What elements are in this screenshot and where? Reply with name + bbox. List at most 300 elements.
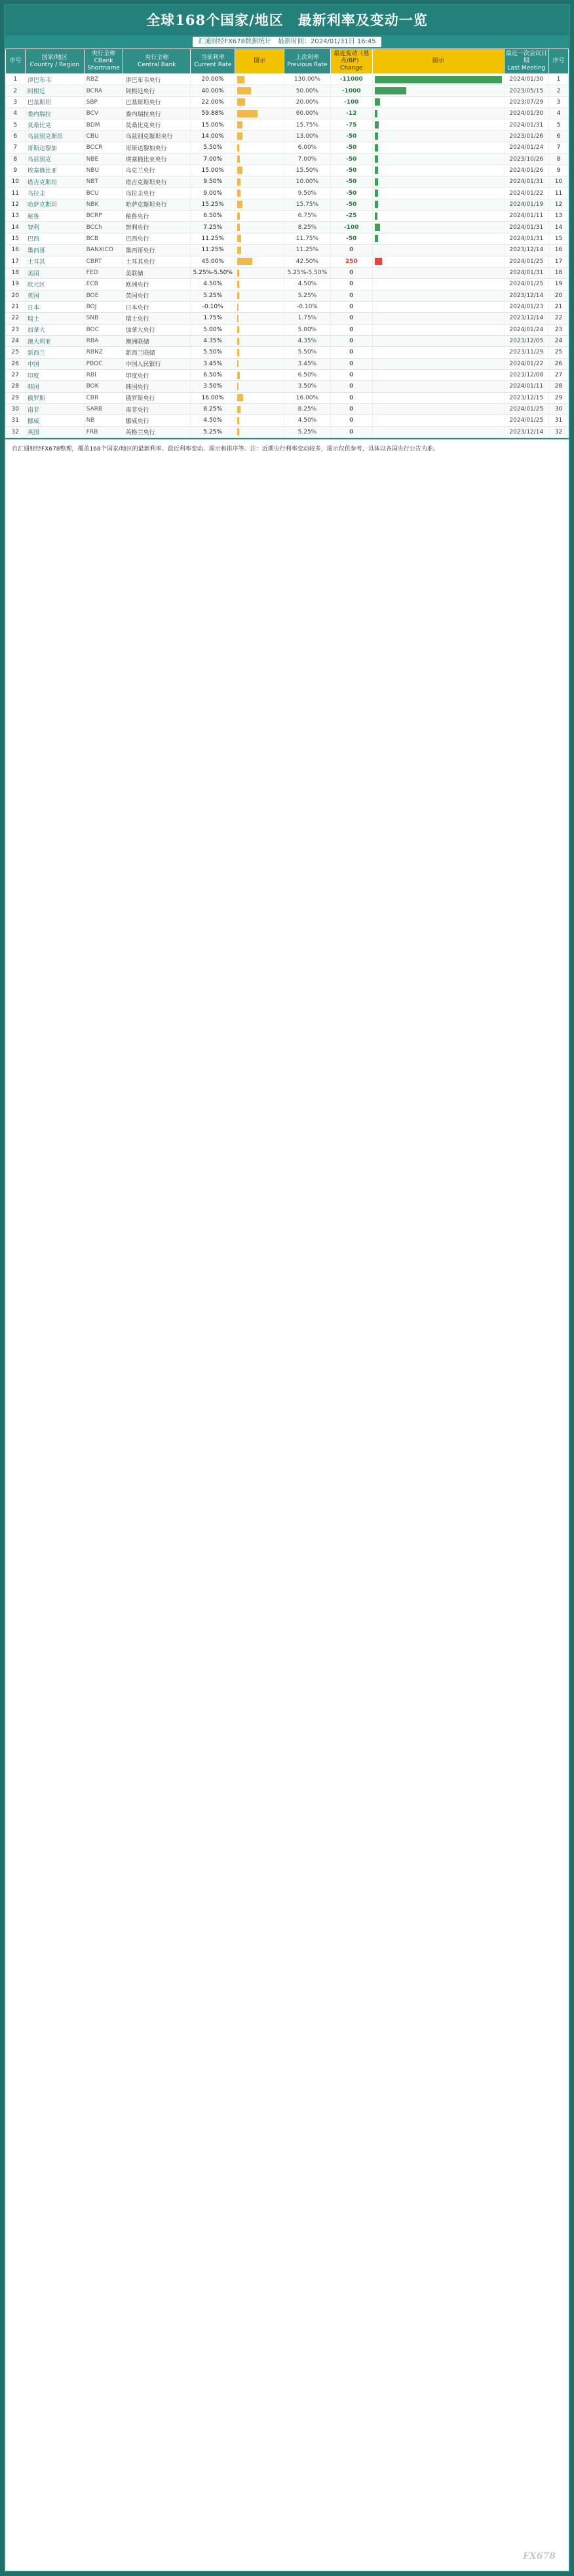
rate-bar-fill: [237, 178, 240, 186]
row-country: 哈萨克斯坦: [25, 199, 84, 210]
row-change-bar: [372, 313, 504, 324]
row-change-bar: [372, 267, 504, 278]
page-title: 全球168个国家/地区 最新利率及变动一览: [5, 5, 569, 35]
rate-bar-fill: [237, 406, 240, 413]
row-prev: 11.75%: [284, 233, 331, 244]
row-date: 2024/01/31: [504, 119, 548, 131]
table-row: [6, 324, 569, 335]
row-code: BCCR: [84, 142, 123, 153]
row-bank: 新西兰联储: [123, 347, 191, 358]
row-prev: 1.75%: [284, 313, 331, 324]
page-frame: [4, 4, 570, 2572]
row-rate-bar: [235, 188, 284, 199]
row-rate-bar: [235, 165, 284, 176]
header-row: [6, 49, 569, 74]
rate-bar-fill: [237, 360, 239, 367]
row-date: 2024/01/31: [504, 176, 548, 188]
table-row: [6, 165, 569, 176]
row-rate: 5.50%: [191, 142, 235, 153]
row-rate: 4.35%: [191, 335, 235, 346]
change-bar-fill: [375, 121, 379, 129]
col-rate: 当前利率 Current Rate: [191, 49, 235, 74]
row-num-right: 25: [549, 347, 569, 358]
row-change: -50: [330, 199, 372, 210]
row-date: 2023/07/29: [504, 96, 548, 108]
row-num: 5: [6, 119, 26, 131]
row-code: RBZ: [84, 74, 123, 85]
row-rate-bar: [235, 233, 284, 244]
row-rate-bar: [235, 279, 284, 290]
rate-bar-fill: [237, 258, 252, 265]
row-rate: 6.50%: [191, 369, 235, 380]
change-bar-fill: [375, 98, 380, 106]
row-code: BCU: [84, 188, 123, 199]
row-prev: 4.50%: [284, 415, 331, 426]
row-country: 巴西: [25, 233, 84, 244]
row-num-right: 28: [549, 381, 569, 392]
table-row: [6, 108, 569, 119]
table-row: [6, 347, 569, 358]
row-code: SBP: [84, 96, 123, 108]
rate-bar-fill: [237, 428, 239, 435]
row-num-right: 11: [549, 188, 569, 199]
row-num: 32: [6, 426, 26, 437]
row-rate: 11.25%: [191, 245, 235, 256]
row-rate-bar: [235, 74, 284, 85]
row-rate-bar: [235, 222, 284, 233]
rate-bar-fill: [237, 201, 242, 208]
table-row: [6, 85, 569, 96]
row-change-bar: [372, 211, 504, 222]
row-num: 17: [6, 256, 26, 267]
row-code: BCB: [84, 233, 123, 244]
row-num: 18: [6, 267, 26, 278]
row-date: 2024/01/30: [504, 108, 548, 119]
col-num2: 序号: [549, 49, 569, 74]
table-row: [6, 245, 569, 256]
row-date: 2024/01/23: [504, 301, 548, 312]
row-change: -50: [330, 153, 372, 165]
row-bank: 南非央行: [123, 403, 191, 414]
row-country: 俄罗斯: [25, 392, 84, 403]
table-row: [6, 358, 569, 369]
row-country: 哥斯达黎加: [25, 142, 84, 153]
table-row: [6, 131, 569, 142]
row-change-bar: [372, 74, 504, 85]
row-num-right: 8: [549, 153, 569, 165]
table-row: [6, 426, 569, 437]
row-code: NBU: [84, 165, 123, 176]
row-rate: 15.25%: [191, 199, 235, 210]
row-prev: 11.25%: [284, 245, 331, 256]
row-num: 29: [6, 392, 26, 403]
row-date: 2024/01/22: [504, 358, 548, 369]
row-date: 2023/10/26: [504, 153, 548, 165]
row-code: BOK: [84, 381, 123, 392]
row-date: 2024/01/31: [504, 233, 548, 244]
row-num: 23: [6, 324, 26, 335]
row-code: BOE: [84, 290, 123, 301]
row-change-bar: [372, 358, 504, 369]
table-row: [6, 256, 569, 267]
row-bank: 巴基斯坦央行: [123, 96, 191, 108]
row-num: 2: [6, 85, 26, 96]
row-num: 16: [6, 245, 26, 256]
row-rate: 1.75%: [191, 313, 235, 324]
row-prev: 6.00%: [284, 142, 331, 153]
row-bank: 澳洲联储: [123, 335, 191, 346]
row-country: 墨西哥: [25, 245, 84, 256]
row-num-right: 10: [549, 176, 569, 188]
rate-bar-fill: [237, 281, 239, 288]
row-rate-bar: [235, 313, 284, 324]
col-bank: 央行全称 Central Bank: [123, 49, 191, 74]
row-num-right: 14: [549, 222, 569, 233]
row-rate: 22.00%: [191, 96, 235, 108]
col-rate-bar: 图示: [235, 49, 284, 74]
row-num: 10: [6, 176, 26, 188]
row-rate-bar: [235, 153, 284, 165]
row-prev: 42.50%: [284, 256, 331, 267]
row-country: 阿根廷: [25, 85, 84, 96]
rate-bar-fill: [237, 167, 242, 174]
row-num-right: 30: [549, 403, 569, 414]
row-change: 0: [330, 369, 372, 380]
row-bank: 加拿大央行: [123, 324, 191, 335]
row-num-right: 4: [549, 108, 569, 119]
row-country: 埃塞俄比亚: [25, 165, 84, 176]
row-country: 英国: [25, 426, 84, 437]
row-rate-bar: [235, 290, 284, 301]
row-date: 2023/12/14: [504, 313, 548, 324]
row-country: 莫桑比克: [25, 119, 84, 131]
row-bank: 墨西哥央行: [123, 245, 191, 256]
row-date: 2023/12/14: [504, 426, 548, 437]
change-bar-fill: [375, 144, 378, 151]
rate-bar-fill: [237, 87, 250, 94]
row-rate-bar: [235, 381, 284, 392]
row-rate: 11.25%: [191, 233, 235, 244]
row-bank: 挪威央行: [123, 415, 191, 426]
col-date: 最近一次会议日期 Last Meeting: [504, 49, 548, 74]
row-prev: 15.75%: [284, 199, 331, 210]
row-rate: 40.00%: [191, 85, 235, 96]
row-rate-bar: [235, 245, 284, 256]
row-rate-bar: [235, 199, 284, 210]
rate-bar-fill: [237, 315, 238, 322]
row-rate: 20.00%: [191, 74, 235, 85]
row-bank: 乌兹别克斯坦央行: [123, 131, 191, 142]
row-bank: 莫桑比克央行: [123, 119, 191, 131]
row-code: PBOC: [84, 358, 123, 369]
row-bank: 土耳其央行: [123, 256, 191, 267]
row-change-bar: [372, 85, 504, 96]
row-prev: 8.25%: [284, 403, 331, 414]
row-num-right: 22: [549, 313, 569, 324]
row-num: 9: [6, 165, 26, 176]
rate-bar-fill: [237, 132, 242, 140]
row-rate: -0.10%: [191, 301, 235, 312]
row-num: 14: [6, 222, 26, 233]
row-change-bar: [372, 108, 504, 119]
row-change: 0: [330, 245, 372, 256]
row-date: 2024/01/25: [504, 279, 548, 290]
row-change: -11000: [330, 74, 372, 85]
row-code: NBT: [84, 176, 123, 188]
row-rate-bar: [235, 392, 284, 403]
row-num-right: 1: [549, 74, 569, 85]
table-row: [6, 369, 569, 380]
row-num-right: 16: [549, 245, 569, 256]
col-chg: 最近变动（基点/BP） Change: [330, 49, 372, 74]
table-row: [6, 381, 569, 392]
row-num: 15: [6, 233, 26, 244]
row-prev: 7.00%: [284, 153, 331, 165]
row-prev: 6.50%: [284, 369, 331, 380]
row-num: 22: [6, 313, 26, 324]
row-change-bar: [372, 256, 504, 267]
row-rate-bar: [235, 176, 284, 188]
row-code: CBRT: [84, 256, 123, 267]
row-code: NB: [84, 415, 123, 426]
rate-bar-fill: [237, 76, 244, 83]
row-rate-bar: [235, 256, 284, 267]
row-code: BCRA: [84, 85, 123, 96]
row-rate: 3.50%: [191, 381, 235, 392]
row-num: 28: [6, 381, 26, 392]
row-date: 2023/12/05: [504, 335, 548, 346]
table-row: [6, 313, 569, 324]
row-change: 0: [330, 426, 372, 437]
row-prev: 3.50%: [284, 381, 331, 392]
row-num: 20: [6, 290, 26, 301]
row-country: 中国: [25, 358, 84, 369]
row-prev: -0.10%: [284, 301, 331, 312]
row-rate-bar: [235, 267, 284, 278]
row-prev: 8.25%: [284, 222, 331, 233]
row-change-bar: [372, 290, 504, 301]
change-bar-fill: [375, 178, 378, 186]
row-country: 欧元区: [25, 279, 84, 290]
row-code: RBNZ: [84, 347, 123, 358]
row-bank: 印度央行: [123, 369, 191, 380]
row-rate-bar: [235, 142, 284, 153]
row-date: 2024/01/25: [504, 415, 548, 426]
row-change: -50: [330, 131, 372, 142]
table-row: [6, 415, 569, 426]
row-change: 0: [330, 358, 372, 369]
row-date: 2024/01/31: [504, 222, 548, 233]
row-change: -50: [330, 165, 372, 176]
row-bank: 欧洲央行: [123, 279, 191, 290]
row-num-right: 6: [549, 131, 569, 142]
row-rate-bar: [235, 85, 284, 96]
row-prev: 5.50%: [284, 347, 331, 358]
row-change: 0: [330, 403, 372, 414]
row-bank: 乌克兰央行: [123, 165, 191, 176]
row-prev: 4.50%: [284, 279, 331, 290]
row-code: BCV: [84, 108, 123, 119]
col-num: 序号: [6, 49, 26, 74]
row-change-bar: [372, 403, 504, 414]
row-change: 0: [330, 313, 372, 324]
row-rate: 5.50%: [191, 347, 235, 358]
row-num-right: 31: [549, 415, 569, 426]
rate-bar-fill: [237, 338, 239, 345]
row-code: CBU: [84, 131, 123, 142]
change-bar-fill: [375, 224, 380, 231]
row-date: 2024/01/25: [504, 403, 548, 414]
row-change-bar: [372, 131, 504, 142]
row-change-bar: [372, 415, 504, 426]
row-rate-bar: [235, 403, 284, 414]
change-bar-fill: [375, 155, 378, 163]
row-rate: 14.00%: [191, 131, 235, 142]
row-num-right: 9: [549, 165, 569, 176]
row-change: 0: [330, 267, 372, 278]
row-rate: 3.45%: [191, 358, 235, 369]
table-row: [6, 176, 569, 188]
change-bar-fill: [375, 132, 378, 140]
row-prev: 20.00%: [284, 96, 331, 108]
row-num: 31: [6, 415, 26, 426]
row-num-right: 12: [549, 199, 569, 210]
row-country: 瑞士: [25, 313, 84, 324]
row-change: 0: [330, 381, 372, 392]
row-change-bar: [372, 142, 504, 153]
row-change: -100: [330, 222, 372, 233]
row-rate: 4.50%: [191, 415, 235, 426]
row-country: 乌兹别克斯坦: [25, 131, 84, 142]
row-code: ECB: [84, 279, 123, 290]
row-bank: 塔吉克斯坦央行: [123, 176, 191, 188]
table-row: [6, 153, 569, 165]
row-change-bar: [372, 335, 504, 346]
row-num: 25: [6, 347, 26, 358]
rate-bar-fill: [237, 247, 241, 254]
table-row: [6, 301, 569, 312]
row-rate-bar: [235, 347, 284, 358]
row-rate-bar: [235, 324, 284, 335]
row-num: 30: [6, 403, 26, 414]
row-date: 2023/05/15: [504, 85, 548, 96]
table-row: [6, 96, 569, 108]
row-country: 澳大利亚: [25, 335, 84, 346]
row-rate: 15.00%: [191, 165, 235, 176]
rate-bar-fill: [237, 224, 240, 231]
rate-bar-fill: [237, 292, 239, 299]
row-code: BCCh: [84, 222, 123, 233]
row-rate-bar: [235, 131, 284, 142]
table-row: [6, 188, 569, 199]
row-rate: 7.25%: [191, 222, 235, 233]
row-num-right: 7: [549, 142, 569, 153]
row-change-bar: [372, 222, 504, 233]
rates-table: [5, 49, 569, 438]
row-change-bar: [372, 301, 504, 312]
row-country: 津巴布韦: [25, 74, 84, 85]
change-bar-fill: [375, 190, 378, 197]
row-date: 2024/01/30: [504, 74, 548, 85]
row-change-bar: [372, 176, 504, 188]
row-change: 0: [330, 290, 372, 301]
rates-body: [6, 74, 569, 438]
row-num-right: 23: [549, 324, 569, 335]
row-change: -50: [330, 233, 372, 244]
row-change: 0: [330, 392, 372, 403]
subtitle-bar: [5, 35, 569, 49]
row-num: 1: [6, 74, 26, 85]
row-num-right: 18: [549, 267, 569, 278]
table-row: [6, 290, 569, 301]
row-code: FRB: [84, 426, 123, 437]
update-time: 汇通财经FX678数据统计 最新时间：2024/01/31日 16:45: [193, 37, 381, 47]
row-rate: 15.00%: [191, 119, 235, 131]
row-rate-bar: [235, 358, 284, 369]
row-bank: 美联储: [123, 267, 191, 278]
row-country: 巴基斯坦: [25, 96, 84, 108]
row-country: 秘鲁: [25, 211, 84, 222]
row-code: BCRP: [84, 211, 123, 222]
row-rate: 8.25%: [191, 403, 235, 414]
rate-bar-fill: [237, 394, 242, 401]
row-change-bar: [372, 188, 504, 199]
table-row: [6, 119, 569, 131]
row-num-right: 20: [549, 290, 569, 301]
row-rate-bar: [235, 335, 284, 346]
rate-bar-fill: [237, 110, 258, 117]
table-row: [6, 279, 569, 290]
row-rate: 9.00%: [191, 188, 235, 199]
rate-bar-fill: [237, 417, 239, 424]
row-country: 印度: [25, 369, 84, 380]
rate-bar-fill: [237, 383, 239, 390]
row-num-right: 19: [549, 279, 569, 290]
row-change: -50: [330, 176, 372, 188]
row-prev: 60.00%: [284, 108, 331, 119]
row-prev: 5.25%: [284, 290, 331, 301]
row-change: 0: [330, 279, 372, 290]
row-rate: 5.00%: [191, 324, 235, 335]
row-rate: 6.50%: [191, 211, 235, 222]
row-change: -25: [330, 211, 372, 222]
row-change-bar: [372, 347, 504, 358]
row-change-bar: [372, 96, 504, 108]
row-change: 0: [330, 415, 372, 426]
row-date: 2023/12/15: [504, 392, 548, 403]
row-prev: 5.25%-5.50%: [284, 267, 331, 278]
row-date: 2024/01/31: [504, 267, 548, 278]
row-country: 土耳其: [25, 256, 84, 267]
table-row: [6, 392, 569, 403]
row-code: CBR: [84, 392, 123, 403]
rate-bar-fill: [237, 235, 241, 242]
rate-bar-fill: [237, 212, 239, 220]
row-prev: 10.00%: [284, 176, 331, 188]
row-num-right: 5: [549, 119, 569, 131]
row-change: 0: [330, 324, 372, 335]
row-num: 3: [6, 96, 26, 108]
row-num: 11: [6, 188, 26, 199]
table-row: [6, 74, 569, 85]
row-change-bar: [372, 119, 504, 131]
row-prev: 15.50%: [284, 165, 331, 176]
change-bar-fill: [375, 212, 377, 220]
col-code: 央行全称 CBank Shortname: [84, 49, 123, 74]
row-num: 26: [6, 358, 26, 369]
row-prev: 15.75%: [284, 119, 331, 131]
row-country: 日本: [25, 301, 84, 312]
